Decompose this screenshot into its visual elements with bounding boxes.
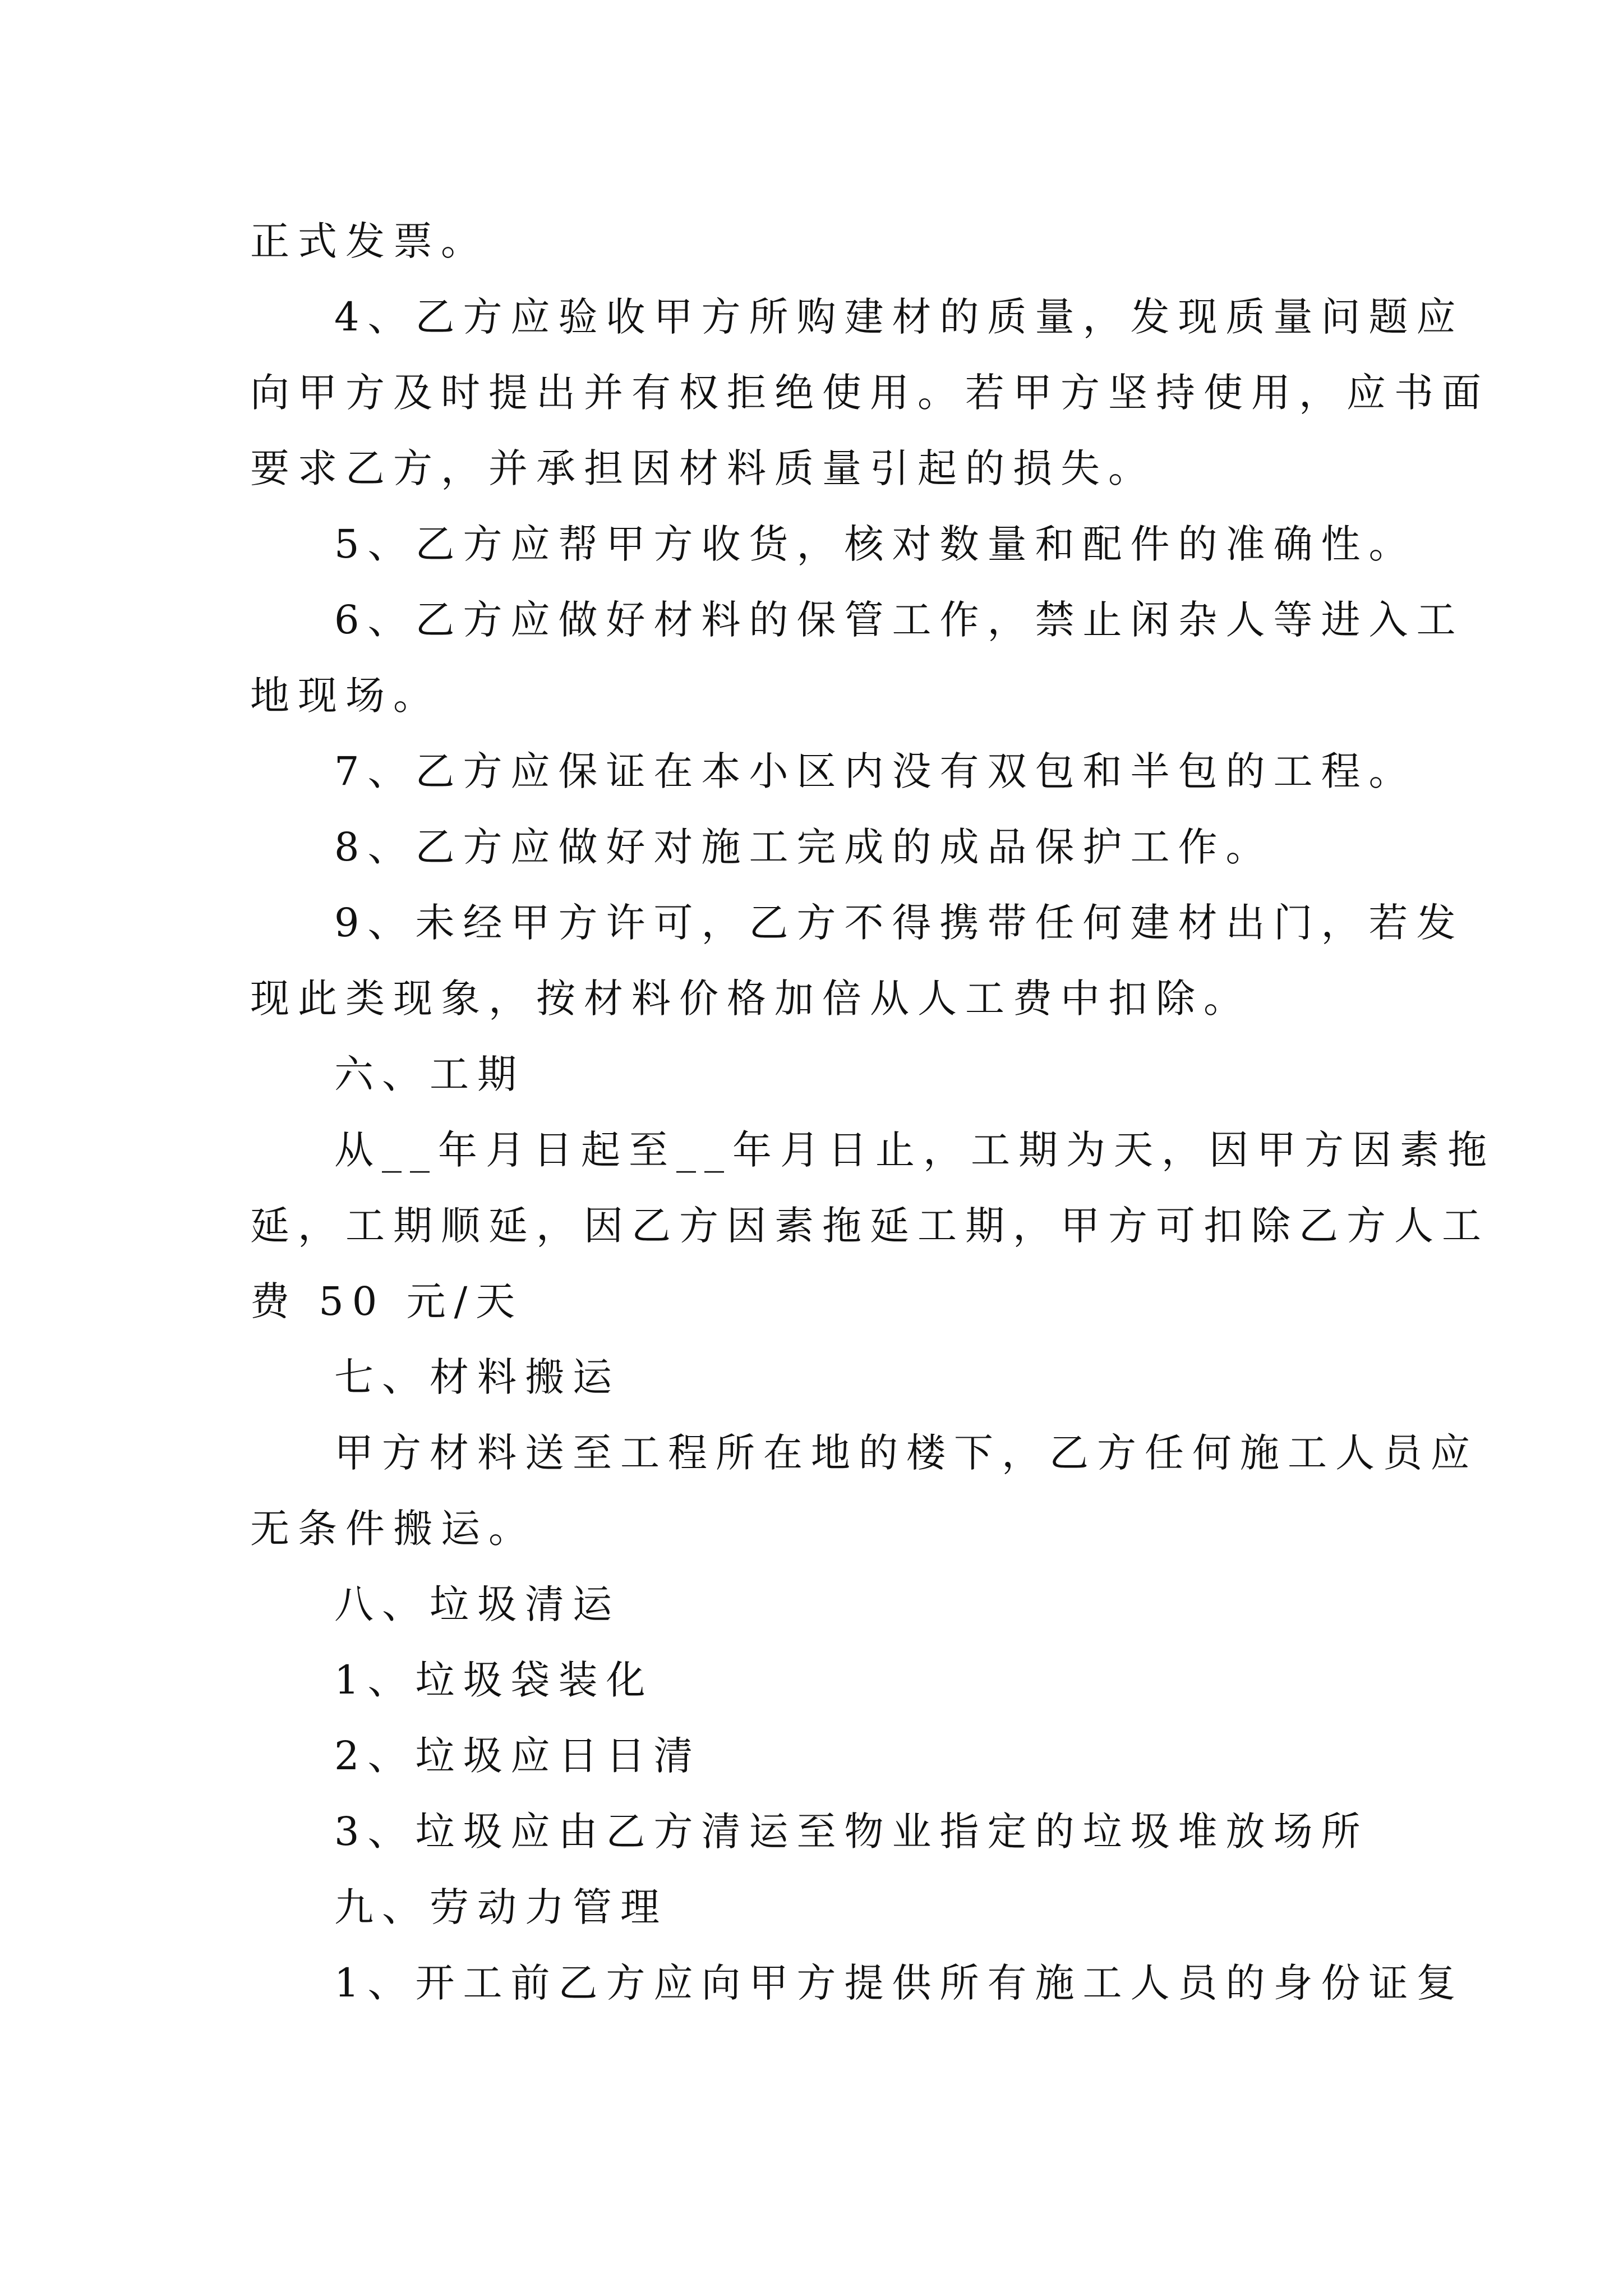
text-line: 无条件搬运。 [250, 1506, 536, 1552]
text-line: 向甲方及时提出并有权拒绝使用。若甲方坚持使用，应书面 [250, 370, 1490, 416]
text-line: 5、乙方应帮甲方收货，核对数量和配件的准确性。 [334, 521, 1417, 567]
text-line: 延，工期顺延，因乙方因素拖延工期，甲方可扣除乙方人工 [250, 1203, 1490, 1249]
text-line: 7、乙方应保证在本小区内没有双包和半包的工程。 [334, 748, 1417, 794]
section-heading: 七、材料搬运 [334, 1354, 620, 1400]
text-line: 费 50 元/天 [250, 1278, 524, 1324]
text-line: 2、垃圾应日日清 [334, 1733, 702, 1779]
section-heading: 六、工期 [334, 1051, 525, 1097]
text-line: 从__年月日起至__年月日止，工期为天，因甲方因素拖 [334, 1127, 1495, 1173]
text-line: 现此类现象，按材料价格加倍从人工费中扣除。 [250, 976, 1251, 1022]
text-line: 地现场。 [250, 673, 441, 719]
text-line: 正式发票。 [250, 218, 488, 264]
text-line: 甲方材料送至工程所在地的楼下，乙方任何施工人员应 [334, 1430, 1478, 1476]
text-line: 要求乙方，并承担因材料质量引起的损失。 [250, 445, 1156, 491]
text-line: 4、乙方应验收甲方所购建材的质量，发现质量问题应 [334, 294, 1464, 340]
text-line: 3、垃圾应由乙方清运至物业指定的垃圾堆放场所 [334, 1809, 1369, 1855]
text-line: 6、乙方应做好材料的保管工作，禁止闲杂人等进入工 [334, 597, 1464, 643]
text-line: 1、开工前乙方应向甲方提供所有施工人员的身份证复 [334, 1960, 1464, 2006]
text-line: 1、垃圾袋装化 [334, 1657, 654, 1703]
section-heading: 八、垃圾清运 [334, 1581, 620, 1627]
text-line: 9、未经甲方许可，乙方不得携带任何建材出门，若发 [334, 900, 1464, 946]
section-heading: 九、劳动力管理 [334, 1884, 668, 1930]
text-line: 8、乙方应做好对施工完成的成品保护工作。 [334, 824, 1274, 870]
